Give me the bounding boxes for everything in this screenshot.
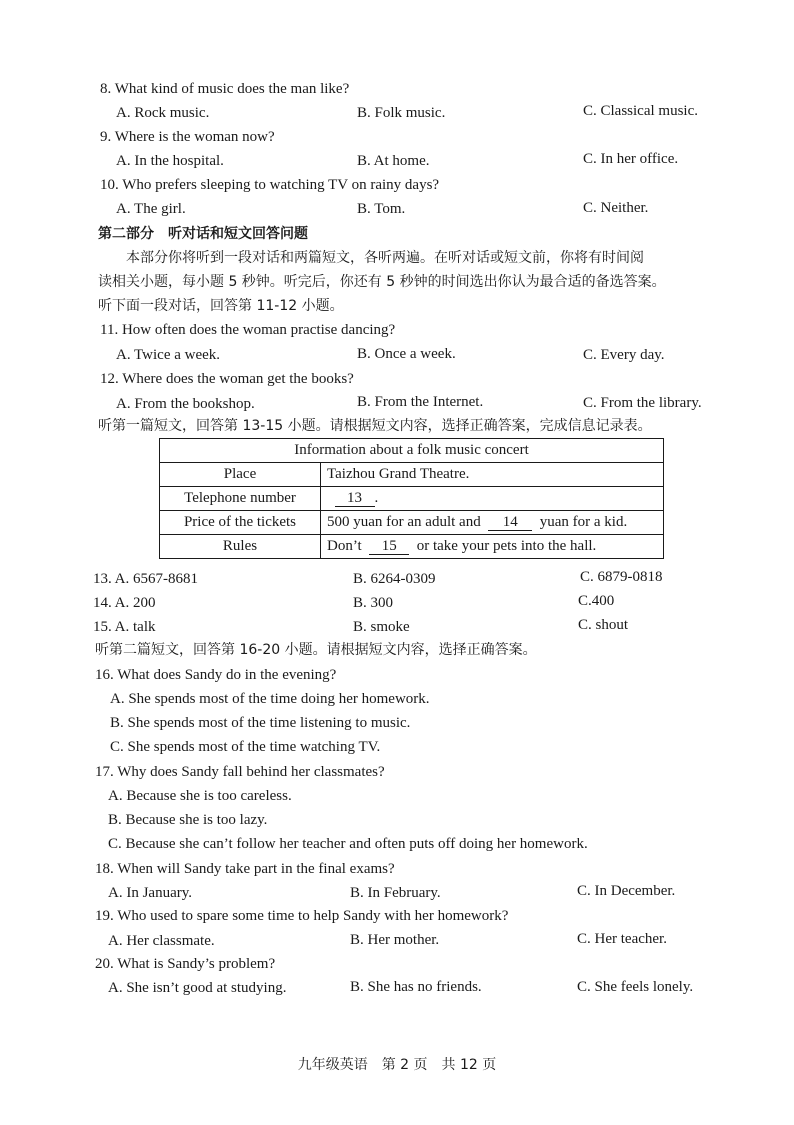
- part-2-heading: 第二部分 听对话和短文回答问题: [98, 226, 308, 242]
- question-20-option-b: B. She has no friends.: [350, 979, 482, 995]
- question-17-option-c: C. Because she can’t follow her teacher and often puts off doing her homework.: [108, 836, 588, 852]
- question-13-option-c: C. 6879-0818: [580, 569, 663, 585]
- table-value-price: [321, 511, 664, 535]
- question-12-option-a: A. From the bookshop.: [116, 396, 255, 412]
- question-16-option-c: C. She spends most of the time watching TV.: [110, 739, 381, 755]
- question-14-option-c: C.400: [578, 593, 615, 609]
- page-footer: 九年级英语 第 2 页 共 12 页: [297, 1057, 497, 1073]
- question-19-option-c: C. Her teacher.: [577, 931, 667, 947]
- question-15-option-a: 15. A. talk: [93, 619, 156, 635]
- question-20-stem: 20. What is Sandy’s problem?: [95, 956, 276, 972]
- question-15-option-b: B. smoke: [353, 619, 410, 635]
- question-16-option-a: A. She spends most of the time doing her homework.: [110, 691, 430, 707]
- table-row: [160, 463, 664, 487]
- question-19-stem: 19. Who used to spare some time to help Sandy with her homework?: [95, 908, 509, 924]
- table-value-phone: [321, 487, 664, 511]
- price-before-text: 500 yuan for an adult and: [327, 514, 481, 530]
- part-2-intro-line-2: 读相关小题，每小题 5 秒钟。听完后，你还有 5 秒钟的时间选出你认为最合适的备选答案。: [98, 274, 666, 290]
- question-10-option-c: C. Neither.: [583, 200, 649, 216]
- question-18-option-c: C. In December.: [577, 883, 676, 899]
- table-row: [160, 439, 664, 463]
- table-title: Information about a folk music concert: [160, 439, 664, 463]
- question-20-option-c: C. She feels lonely.: [577, 979, 694, 995]
- table-label-rules: Rules: [160, 535, 321, 559]
- question-8-option-a: A. Rock music.: [116, 105, 210, 121]
- question-20-option-a: A. She isn’t good at studying.: [108, 980, 287, 996]
- question-14-option-a: 14. A. 200: [93, 595, 156, 611]
- table-label-phone: Telephone number: [160, 487, 321, 511]
- table-label-price: Price of the tickets: [160, 511, 321, 535]
- blank-15: 15: [369, 538, 409, 555]
- question-15-option-c: C. shout: [578, 617, 629, 633]
- part-2-intro-line-1: 本部分你将听到一段对话和两篇短文，各听两遍。在听对话或短文前，你将有时间阅: [126, 250, 644, 266]
- part-2-intro-line-3: 听下面一段对话，回答第 11-12 小题。: [98, 298, 344, 314]
- phone-after-text: .: [374, 490, 379, 506]
- price-after-text: yuan for a kid.: [539, 514, 628, 530]
- rules-before-text: Don’t: [327, 538, 362, 554]
- question-18-option-b: B. In February.: [350, 885, 441, 901]
- question-19-option-a: A. Her classmate.: [108, 933, 215, 949]
- question-8-option-b: B. Folk music.: [357, 105, 446, 121]
- question-16-option-b: B. She spends most of the time listening to music.: [110, 715, 411, 731]
- question-17-option-b: B. Because she is too lazy.: [108, 812, 268, 828]
- question-10-stem: 10. Who prefers sleeping to watching TV on rainy days?: [100, 177, 440, 193]
- question-10-option-b: B. Tom.: [357, 201, 406, 217]
- question-8-stem: 8. What kind of music does the man like?: [100, 81, 350, 97]
- question-18-stem: 18. When will Sandy take part in the final exams?: [95, 861, 395, 877]
- blank-13: 13: [335, 490, 375, 507]
- rules-after-text: or take your pets into the hall.: [416, 538, 597, 554]
- question-18-option-a: A. In January.: [108, 885, 193, 901]
- table-row: [160, 511, 664, 535]
- passage-1-instruction: 听第一篇短文，回答第 13-15 小题。请根据短文内容，选择正确答案，完成信息记录表。: [98, 418, 652, 434]
- question-9-stem: 9. Where is the woman now?: [100, 129, 275, 145]
- question-10-option-a: A. The girl.: [116, 201, 186, 217]
- question-13-option-a: 13. A. 6567-8681: [93, 571, 198, 587]
- table-value-place: Taizhou Grand Theatre.: [321, 463, 664, 487]
- question-11-option-c: C. Every day.: [583, 347, 665, 363]
- question-8-option-c: C. Classical music.: [583, 103, 698, 119]
- question-17-stem: 17. Why does Sandy fall behind her classmates?: [95, 764, 385, 780]
- info-table: [159, 438, 664, 559]
- question-9-option-c: C. In her office.: [583, 151, 679, 167]
- question-9-option-b: B. At home.: [357, 153, 430, 169]
- passage-2-instruction: 听第二篇短文，回答第 16-20 小题。请根据短文内容，选择正确答案。: [95, 642, 537, 658]
- blank-14: 14: [488, 514, 532, 531]
- table-value-rules: [321, 535, 664, 559]
- question-12-option-b: B. From the Internet.: [357, 394, 484, 410]
- question-12-stem: 12. Where does the woman get the books?: [100, 371, 354, 387]
- table-row: [160, 487, 664, 511]
- question-11-option-b: B. Once a week.: [357, 346, 456, 362]
- question-12-option-c: C. From the library.: [583, 395, 702, 411]
- question-11-option-a: A. Twice a week.: [116, 347, 221, 363]
- question-19-option-b: B. Her mother.: [350, 932, 440, 948]
- question-17-option-a: A. Because she is too careless.: [108, 788, 292, 804]
- question-11-stem: 11. How often does the woman practise dancing?: [100, 322, 396, 338]
- table-label-place: Place: [160, 463, 321, 487]
- question-16-stem: 16. What does Sandy do in the evening?: [95, 667, 337, 683]
- table-row: [160, 535, 664, 559]
- question-13-option-b: B. 6264-0309: [353, 571, 436, 587]
- question-14-option-b: B. 300: [353, 595, 394, 611]
- question-9-option-a: A. In the hospital.: [116, 153, 224, 169]
